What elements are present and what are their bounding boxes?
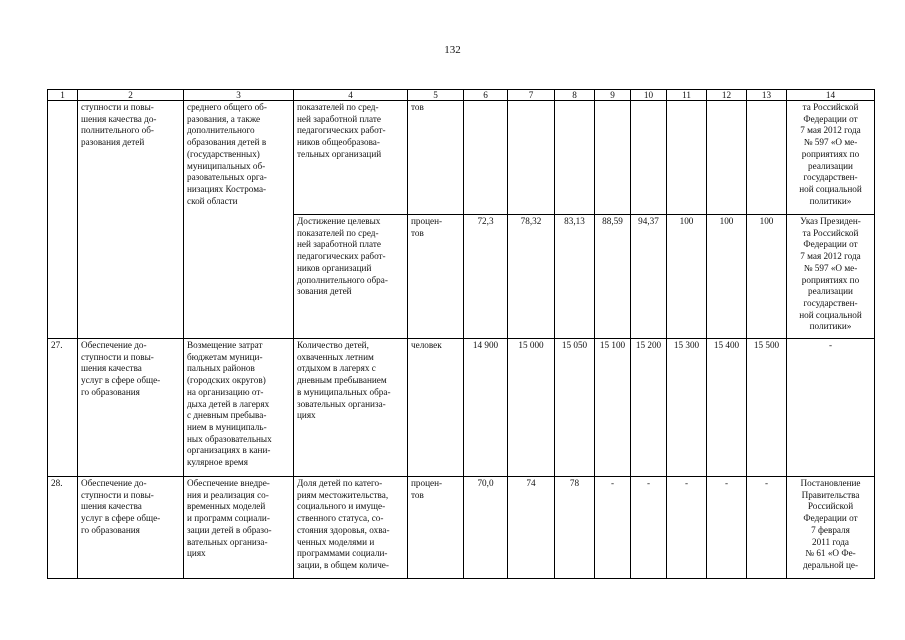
indicator-cell: Достижение целевых показателей по сред- ней заработной плате педагогических работ- ников организаций дополнительного обра- зования детей [294, 215, 408, 339]
value-cell: - [707, 477, 747, 579]
basis-cell: Указ Президен- та Российской Федерации от 7 мая 2012 года № 597 «О ме- роприятиях по реализации государствен- ной социальной политики» [787, 215, 875, 339]
column-number: 3 [184, 90, 294, 101]
value-cell: 100 [747, 215, 787, 339]
column-number: 2 [78, 90, 184, 101]
value-cell: 15 100 [595, 339, 631, 477]
value-cell: 100 [707, 215, 747, 339]
column-number: 10 [631, 90, 667, 101]
row-number-cell: 27. [48, 339, 78, 477]
value-cell: - [595, 477, 631, 579]
goal-cell: Обеспечение до- ступности и повы- шения качества услуг в сфере обще- го образования [78, 339, 184, 477]
value-cell: 14 900 [464, 339, 508, 477]
value-cell [508, 101, 555, 215]
value-cell [747, 101, 787, 215]
value-cell: 70,0 [464, 477, 508, 579]
measure-cell: Обеспечение внедре- ния и реализация со- временных моделей и программ социали- зации детей в образо- вательных организа- циях [184, 477, 294, 579]
table-row [48, 101, 875, 215]
table-row [48, 339, 875, 477]
basis-cell: Постановление Правительства Российской Федерации от 7 февраля 2011 года № 61 «О Фе- деральной це- [787, 477, 875, 579]
column-number: 7 [508, 90, 555, 101]
value-cell: 15 000 [508, 339, 555, 477]
value-cell: 15 200 [631, 339, 667, 477]
value-cell: 15 300 [667, 339, 707, 477]
value-cell: - [631, 477, 667, 579]
value-cell: 94,37 [631, 215, 667, 339]
unit-cell: человек [408, 339, 464, 477]
row-number-cell: 28. [48, 477, 78, 579]
unit-cell: процен- тов [408, 215, 464, 339]
page-number: 132 [444, 44, 461, 56]
column-number: 8 [555, 90, 595, 101]
value-cell [667, 101, 707, 215]
value-cell: 15 050 [555, 339, 595, 477]
column-number: 9 [595, 90, 631, 101]
column-number: 11 [667, 90, 707, 101]
value-cell: 100 [667, 215, 707, 339]
measure-cell: среднего общего об- разования, а также дополнительного образования детей в (государственных) муниципальных об- разовательных орга- низациях Кострома- ской области [184, 101, 294, 339]
value-cell [555, 101, 595, 215]
column-number: 12 [707, 90, 747, 101]
value-cell: - [747, 477, 787, 579]
value-cell [595, 101, 631, 215]
indicators-table [47, 89, 875, 579]
value-cell: 78 [555, 477, 595, 579]
basis-cell: - [787, 339, 875, 477]
value-cell: 15 500 [747, 339, 787, 477]
goal-cell: Обеспечение до- ступности и повы- шения качества услуг в сфере обще- го образования [78, 477, 184, 579]
value-cell: 88,59 [595, 215, 631, 339]
value-cell: 72,3 [464, 215, 508, 339]
value-cell [464, 101, 508, 215]
goal-cell: ступности и повы- шения качества до- полнительного об- разования детей [78, 101, 184, 339]
indicator-cell: Доля детей по катего- риям местожительства, социального и имуще- ственного статуса, со- стояния здоровья, охва- ченных моделями и программами социали- зации, в общем количе- [294, 477, 408, 579]
value-cell: 83,13 [555, 215, 595, 339]
column-number: 13 [747, 90, 787, 101]
indicator-cell: показателей по сред- ней заработной плате педагогических работ- ников общеобразова- тельных организаций [294, 101, 408, 215]
unit-cell: тов [408, 101, 464, 215]
basis-cell: та Российской Федерации от 7 мая 2012 года № 597 «О ме- роприятиях по реализации государствен- ной социальной политики» [787, 101, 875, 215]
value-cell [631, 101, 667, 215]
column-number: 1 [48, 90, 78, 101]
column-number: 5 [408, 90, 464, 101]
table-row [48, 477, 875, 579]
measure-cell: Возмещение затрат бюджетам муници- пальных районов (городских округов) на организацию от- дыха детей в лагерях с дневным пребыва- нием в муниципаль- ных образовательных организациях в кани- кулярное время [184, 339, 294, 477]
column-number-row [48, 90, 875, 101]
column-number: 4 [294, 90, 408, 101]
value-cell [707, 101, 747, 215]
value-cell: 78,32 [508, 215, 555, 339]
column-number: 14 [787, 90, 875, 101]
value-cell: 74 [508, 477, 555, 579]
row-number-cell [48, 101, 78, 339]
value-cell: 15 400 [707, 339, 747, 477]
value-cell: - [667, 477, 707, 579]
column-number: 6 [464, 90, 508, 101]
indicator-cell: Количество детей, охваченных летним отдыхом в лагерях с дневным пребыванием в муниципальных обра- зовательных организа- циях [294, 339, 408, 477]
unit-cell: процен- тов [408, 477, 464, 579]
